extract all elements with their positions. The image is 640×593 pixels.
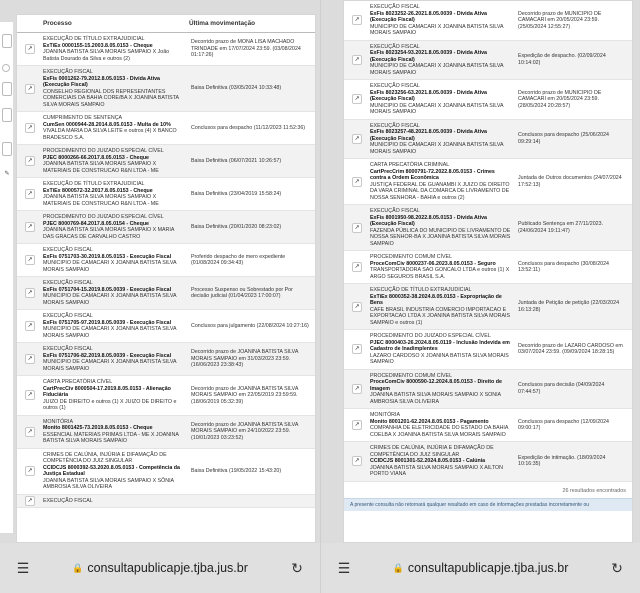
open-external-icon: ↗: [25, 189, 35, 199]
process-cell: [43, 343, 189, 375]
last-movement-cell: Juntada de Petição de petição (22/03/2024 16:13:28): [518, 300, 620, 313]
lock-icon: 🔒: [72, 562, 84, 573]
open-external-icon: ↗: [25, 84, 35, 94]
process-number-link[interactable]: CumSen 0000944-28.2014.8.05.0153 - Multa de 10%: [43, 121, 171, 128]
open-process-button[interactable]: [17, 211, 43, 243]
address-bar[interactable]: [353, 561, 608, 575]
process-number-link[interactable]: ExFis 0751703-30.2019.8.05.0153 - Execução Fiscal: [43, 253, 172, 260]
open-external-icon: ↗: [352, 302, 362, 312]
process-parties: JOANINA BATISTA SILVA MORAIS SAMPAIO X AILTON PORTO VIANA: [370, 464, 503, 477]
open-external-icon: ↗: [25, 354, 35, 364]
process-number-link[interactable]: PJEC 8000266-66.2017.8.05.0153 - Cheque: [43, 154, 150, 161]
process-number-link[interactable]: Monito 8001201-62.2024.8.05.0153 - Pagamento: [370, 418, 489, 425]
open-external-icon: ↗: [352, 344, 362, 354]
last-movement-cell: Publicado Sentença em 27/11/2023. (24/06/2024 19:11:47): [518, 221, 604, 234]
tabs-icon[interactable]: ☰: [337, 559, 351, 576]
open-external-icon: ↗: [25, 466, 35, 476]
table-row: [17, 211, 315, 244]
process-class: PROCEDIMENTO COMUM CÍVEL: [370, 254, 453, 260]
process-class: CARTA PRECATÓRIA CRIMINAL: [370, 162, 450, 168]
sidebar-input-fragment[interactable]: [2, 34, 12, 48]
table-row: [17, 495, 315, 509]
process-class: EXECUÇÃO FISCAL: [43, 346, 93, 352]
process-parties: JOANINA BATISTA SILVA MORAIS SAMPAIO X MATERIAIS DE CONSTRUCAO R&N LTDA - ME: [43, 161, 159, 174]
open-process-button[interactable]: [17, 178, 43, 210]
reload-icon[interactable]: ↻: [291, 559, 303, 576]
process-parties: TRANSPORTADORA SAO GONCALO LTDA e outros (1) X ARGO SEGUROS BRASIL S.A.: [370, 267, 510, 280]
process-class: CRIMES DE CALÚNIA, INJÚRIA E DIFAMAÇÃO DE COMPETÊNCIA DO JUIZ SINGULAR: [43, 451, 167, 464]
process-cell: [43, 495, 189, 508]
browser-bottom-bar: [321, 543, 640, 593]
last-movement-cell: Conclusos para despacho (30/08/2024 13:52:11): [518, 260, 609, 273]
table-row: [17, 33, 315, 66]
process-cell: [370, 1, 516, 40]
open-external-icon: ↗: [25, 496, 35, 506]
table-row: [344, 330, 632, 370]
process-class: EXECUÇÃO FISCAL: [370, 208, 420, 214]
process-number-link[interactable]: ExFis 8023254-93.2021.8.05.0039 - Dívida Ativa (Execução Fiscal): [370, 50, 488, 63]
process-cell: [43, 33, 189, 65]
process-parties: CAFE BRASIL INDUSTRIA COMERCIO IMPORTACAO E EXPORTACAO LTDA X JOANINA BATISTA SILVA MORAIS SAMPAIO e outros (1): [370, 306, 511, 326]
sidebar-input-fragment-2[interactable]: [2, 82, 12, 96]
open-external-icon: ↗: [25, 390, 35, 400]
process-parties: MUNICIPIO DE CAMACARI X JOANINA BATISTA SILVA MORAIS SAMPAIO: [43, 359, 177, 372]
process-parties: MUNICIPIO DE CAMACARI X JOANINA BATISTA SILVA MORAIS SAMPAIO: [370, 142, 504, 155]
open-process-button[interactable]: [344, 370, 370, 409]
process-cell: [370, 284, 516, 329]
open-process-button[interactable]: [344, 442, 370, 481]
process-class: PROCEDIMENTO COMUM CÍVEL: [370, 372, 453, 379]
table-row: [17, 449, 315, 495]
process-number-link[interactable]: CartPrecCiv 8000504-17.2019.8.05.0153 - Alienação Fiduciária: [43, 385, 171, 398]
last-movement-cell: [189, 495, 315, 508]
open-external-icon: ↗: [352, 223, 362, 233]
process-number-link[interactable]: ExFis 0001262-79.2012.8.05.0153 - Dívida Ativa (Execução Fiscal): [43, 75, 161, 88]
process-cell: [370, 442, 516, 481]
process-class: PROCEDIMENTO DO JUIZADO ESPECIAL CÍVEL: [370, 333, 491, 339]
process-cell: [370, 409, 516, 441]
open-process-button[interactable]: [17, 145, 43, 177]
process-class: EXECUÇÃO FISCAL: [43, 497, 93, 504]
process-cell: [43, 145, 189, 177]
col-process-header: Processo: [43, 20, 72, 27]
open-process-button[interactable]: [344, 120, 370, 159]
process-number-link[interactable]: ExTiEx 8000352-38.2024.8.05.0153 - Expropriação de Bens: [370, 293, 502, 306]
process-class: EXECUÇÃO DE TÍTULO EXTRAJUDICIAL: [43, 181, 145, 187]
process-class: EXECUÇÃO FISCAL: [43, 280, 93, 286]
open-external-icon: ↗: [25, 44, 35, 54]
process-cell: [370, 41, 516, 80]
process-class: CRIMES DE CALÚNIA, INJÚRIA E DIFAMAÇÃO DE COMPETÊNCIA DO JUIZ SINGULAR: [370, 445, 494, 458]
url-text: consultapublicapje.tjba.jus.br: [407, 561, 569, 575]
last-movement-cell: Decorrido prazo de JOANINA BATISTA SILVA MORAIS SAMPAIO em 24/10/2022 23:59. (10/01/2023 03:23:52): [191, 421, 299, 441]
open-process-button[interactable]: [344, 330, 370, 369]
open-process-button[interactable]: [17, 33, 43, 65]
process-cell: [370, 205, 516, 250]
process-number-link[interactable]: ExFis 8001950-98.2022.8.05.0153 - Dívida Ativa (Execução Fiscal): [370, 214, 488, 227]
process-parties: JOANINA BATISTA SILVA MORAIS SAMPAIO X SONIA AMBROSIA SILVA OLIVEIRA: [370, 392, 501, 405]
open-process-button[interactable]: [17, 66, 43, 111]
last-movement-cell: Processo Suspenso ou Sobrestado por Por decisão judicial (01/04/2023 17:00:07): [191, 286, 293, 299]
process-parties: JUSTIÇA FEDERAL DE GUANAMBI X JUIZO DE DIREITO DA VARA CRIMINAL DA COMARCA DE LIVRAMENTO DE NOSSA SENHORA - BAHIA e outros (2): [370, 181, 510, 201]
process-cell: [43, 449, 189, 494]
table-row: [17, 145, 315, 178]
process-parties: MUNICIPIO DE CAMACARI X JOANINA BATISTA SILVA MORAIS SAMPAIO: [43, 260, 177, 273]
open-external-icon: ↗: [25, 321, 35, 331]
process-cell: [43, 376, 189, 415]
process-class: EXECUÇÃO DE TÍTULO EXTRAJUDICIAL: [43, 36, 145, 42]
process-number-link[interactable]: ProceComCiv 8000237-06.2023.8.05.0153 - Seguro: [370, 260, 496, 267]
table-row: [344, 80, 632, 120]
process-cell: [43, 211, 189, 243]
process-cell: [43, 178, 189, 210]
open-process-button[interactable]: [17, 416, 43, 448]
process-parties: JOANINA BATISTA SILVA MORAIS SAMPAIO X MATERIAIS DE CONSTRUCAO R&N LTDA - ME: [43, 194, 159, 207]
last-movement-cell: Expedição de intimação. (18/09/2024 10:16:35): [518, 454, 606, 468]
url-text: consultapublicapje.tjba.jus.br: [87, 561, 248, 575]
process-parties: MUNICIPIO DE CAMACARI X JOANINA BATISTA SILVA MORAIS SAMPAIO: [43, 293, 177, 306]
process-cell: [370, 370, 516, 409]
open-external-icon: ↗: [352, 94, 362, 104]
process-class: EXECUÇÃO FISCAL: [370, 43, 420, 50]
table-header: [17, 15, 315, 33]
process-cell: [43, 310, 189, 342]
process-number-link[interactable]: CartPrecCrim 8000791-72.2022.8.05.0153 - Crimes contra a Ordem Econômica: [370, 168, 495, 181]
process-number-link[interactable]: ProceComCiv 8000590-12.2024.8.05.0153 - Direito de Imagem: [370, 379, 502, 392]
right-phone-screen: [320, 0, 640, 593]
last-movement-cell: Baixa Definitiva (20/01/2020 08:23:02): [191, 223, 282, 230]
last-movement-cell: Conclusos para despacho (25/06/2024 09:29:14): [518, 132, 609, 145]
process-class: MONITÓRIA: [370, 412, 401, 418]
open-process-button[interactable]: [344, 159, 370, 204]
eraser-icon[interactable]: ✎: [4, 171, 10, 177]
process-parties: ESSENCIAL MATERIAS PRIMAS LTDA - ME X JOANINA BATISTA SILVA MORAIS SAMPAIO: [43, 431, 179, 444]
table-row: [17, 277, 315, 310]
process-number-link[interactable]: ExTiEx 8000572-32.2017.8.05.0153 - Cheque: [43, 187, 153, 194]
table-row: [344, 251, 632, 284]
process-number-link[interactable]: ExFis 0751706-82.2019.8.05.0039 - Execução Fiscal: [43, 352, 172, 359]
process-parties: MUNICIPIO DE CAMACARI X JOANINA BATISTA SILVA MORAIS SAMPAIO: [370, 63, 504, 76]
browser-bottom-bar: [0, 543, 320, 593]
process-class: EXECUÇÃO FISCAL: [370, 83, 420, 89]
table-row: [344, 442, 632, 482]
process-number-link[interactable]: ExFis 8023256-63.2021.8.05.0039 - Dívida Ativa (Execução Fiscal): [370, 89, 488, 102]
last-movement-cell: Decorrido prazo de LAZARO CARDOSO em 03/07/2024 23:59. (09/09/2024 18:28:15): [518, 342, 623, 356]
process-number-link[interactable]: CCIDCJS 8001301-52.2024.8.05.0153 - Calúnia: [370, 458, 486, 464]
open-process-button[interactable]: [17, 343, 43, 375]
left-sidebar-fragment: [0, 22, 14, 533]
open-process-button[interactable]: [344, 205, 370, 250]
lock-icon: 🔒: [392, 562, 404, 573]
last-movement-cell: Conclusos para decisão (04/09/2024 07:44:57): [518, 382, 605, 395]
last-movement-cell: Conclusos para julgamento (22/08/2024 10:27:16): [191, 322, 309, 329]
table-row: [17, 376, 315, 416]
open-external-icon: ↗: [352, 456, 362, 466]
process-number-link[interactable]: ExFis 0751704-15.2019.8.05.0039 - Execução Fiscal: [43, 286, 172, 293]
process-class: CUMPRIMENTO DE SENTENÇA: [43, 115, 123, 121]
process-parties: VIVALDA MARIA DA SILVA LEITE e outros (4) X BANCO BRADESCO S.A.: [43, 128, 177, 141]
process-cell: [370, 251, 516, 283]
table-row: [17, 66, 315, 112]
process-parties: JOANINA BATISTA SILVA MORAIS SAMPAIO X SÔNIA AMBROSIA SILVA OLIVEIRA: [43, 477, 174, 490]
process-class: CARTA PRECATÓRIA CÍVEL: [43, 379, 113, 385]
open-external-icon: ↗: [352, 177, 362, 187]
process-cell: [370, 80, 516, 119]
last-movement-cell: Conclusos para despacho (11/12/2023 11:52:36): [191, 124, 306, 131]
process-class: MONITÓRIA: [43, 418, 74, 425]
process-parties: MUNICIPIO DE CAMACARI X JOANINA BATISTA SILVA MORAIS SAMPAIO: [43, 326, 177, 339]
process-number-link[interactable]: ExFis 0751705-97.2019.8.05.0039 - Execução Fiscal: [43, 319, 172, 326]
process-parties: JOANINA BATISTA SILVA MORAIS SAMPAIO X MARIA DAS GRACAS DE CARVALHO CASTRO: [43, 227, 175, 240]
notice-banner: A presente consulta não retornará qualquer resultado em caso de informações prestadas incorretamente ou: [344, 498, 632, 511]
process-cell: [43, 416, 189, 448]
radio-fragment[interactable]: [2, 64, 10, 72]
open-process-button[interactable]: [344, 251, 370, 283]
open-external-icon: ↗: [352, 134, 362, 144]
last-movement-cell: Decorrido prazo de MUNICIPIO DE CAMACARI em 20/05/2024 23:59. (25/05/2024 12:55:27): [518, 10, 602, 30]
open-process-button[interactable]: [17, 495, 43, 508]
open-process-button[interactable]: [17, 310, 43, 342]
last-movement-cell: Conclusos para despacho (12/09/2024 09:00:17): [518, 418, 609, 431]
open-process-button[interactable]: [17, 277, 43, 309]
table-row: [344, 284, 632, 330]
last-movement-cell: Baixa Definitiva (23/04/2019 15:58:24): [191, 190, 282, 197]
open-process-button[interactable]: [344, 284, 370, 329]
process-class: EXECUÇÃO FISCAL: [43, 247, 93, 253]
process-parties: JOANINA BATISTA SILVA MORAIS SAMPAIO X João Batista Dourado da Silva e outros (2): [43, 49, 170, 62]
process-cell: [43, 112, 189, 144]
last-movement-cell: Expedição de despacho. (02/09/2024 10:14:02): [518, 53, 606, 66]
sidebar-input-fragment-3[interactable]: [2, 108, 12, 122]
table-row: [344, 409, 632, 442]
open-process-button[interactable]: [344, 80, 370, 119]
last-movement-cell: Decorrido prazo de JOANINA BATISTA SILVA MORAIS SAMPAIO em 31/03/2023 23:59. (16/06/2023 23:38:43): [191, 349, 299, 369]
open-process-button[interactable]: [17, 449, 43, 494]
open-external-icon: ↗: [352, 15, 362, 25]
process-number-link[interactable]: PJEC 8000769-84.2017.8.05.0154 - Cheque: [43, 220, 150, 227]
process-cell: [43, 66, 189, 111]
last-movement-cell: Decorrido prazo de JOANINA BATISTA SILVA MORAIS SAMPAIO em 22/05/2019 23:59:59. (18/06/2019 05:32:39): [191, 385, 299, 405]
process-number-link[interactable]: ExTiEx 0000155-15.2003.8.05.0153 - Cheque: [43, 42, 153, 49]
open-external-icon: ↗: [25, 123, 35, 133]
process-cell: [370, 159, 516, 204]
table-row: [17, 416, 315, 449]
process-class: EXECUÇÃO FISCAL: [43, 313, 93, 319]
process-class: PROCEDIMENTO DO JUIZADO ESPECIAL CÍVEL: [43, 148, 164, 154]
table-row: [17, 310, 315, 343]
open-external-icon: ↗: [352, 384, 362, 394]
process-parties: JUIZO DE DIREITO e outros (1) X JUIZO DE DIREITO e outros (1): [43, 398, 177, 411]
process-parties: LAZARO CARDOSO X JOANINA BATISTA SILVA MORAIS SAMPAIO: [370, 352, 509, 365]
address-bar[interactable]: [32, 561, 288, 575]
table-row: [344, 120, 632, 160]
process-number-link[interactable]: ExFis 8023257-48.2021.8.05.0039 - Dívida Ativa (Execução Fiscal): [370, 129, 488, 142]
process-number-link[interactable]: PJEC 8000403-26.2024.8.05.0119 - Inclusão Indevida em Cadastro de Inadimplentes: [370, 339, 510, 352]
col-last-movement-header: Última movimentação: [189, 20, 256, 27]
last-movement-cell: Baixa Definitiva (19/05/2022 15:43:20): [191, 467, 282, 474]
process-cell: [370, 120, 516, 159]
table-row: [17, 343, 315, 376]
open-external-icon: ↗: [25, 427, 35, 437]
process-number-link[interactable]: Monito 8001425-73.2019.8.05.0153 - Cheque: [43, 425, 153, 431]
process-number-link[interactable]: ExFis 8023252-26.2021.8.05.0039 - Dívida Ativa (Execução Fiscal): [370, 10, 488, 23]
open-process-button[interactable]: [344, 1, 370, 40]
process-class: EXECUÇÃO FISCAL: [370, 4, 420, 10]
process-parties: FAZENDA PÚBLICA DO MUNICIPIO DE LIVRAMENTO DE NOSSA SENHOR-BA X JOANINA BATISTA SILVA MORAIS SAMPAIO: [370, 227, 511, 247]
open-external-icon: ↗: [25, 288, 35, 298]
tabs-icon[interactable]: ☰: [16, 559, 30, 576]
open-process-button[interactable]: [344, 409, 370, 441]
open-external-icon: ↗: [352, 262, 362, 272]
process-cell: [43, 244, 189, 276]
open-external-icon: ↗: [25, 255, 35, 265]
table-row: [344, 205, 632, 251]
open-external-icon: ↗: [352, 55, 362, 65]
process-cell: [43, 277, 189, 309]
table-row: [17, 112, 315, 145]
reload-icon[interactable]: ↻: [611, 559, 623, 576]
table-row: [344, 1, 632, 41]
open-external-icon: ↗: [352, 420, 362, 430]
table-row: [17, 244, 315, 277]
last-movement-cell: Proferido despacho de mero expediente (01/08/2024 09:34:43): [191, 253, 286, 266]
process-class: EXECUÇÃO DE TÍTULO EXTRAJUDICIAL: [370, 287, 472, 293]
open-process-button[interactable]: [17, 244, 43, 276]
table-row: [344, 41, 632, 81]
open-external-icon: ↗: [25, 222, 35, 232]
last-movement-cell: Baixa Definitiva (06/07/2021 10:26:57): [191, 157, 282, 164]
process-class: EXECUÇÃO FISCAL: [43, 69, 93, 75]
process-cell: [370, 330, 516, 369]
process-parties: MUNICIPIO DE CAMACARI X JOANINA BATISTA SILVA MORAIS SAMPAIO: [370, 23, 504, 36]
process-parties: MUNICIPIO DE CAMACARI X JOANINA BATISTA SILVA MORAIS SAMPAIO: [370, 102, 504, 115]
results-table: [16, 14, 316, 543]
last-movement-cell: Decorrido prazo de MUNICIPIO DE CAMACARI em 20/05/2024 23:59. (28/05/2024 20:28:57): [518, 89, 602, 109]
process-class: PROCEDIMENTO DO JUIZADO ESPECIAL CÍVEL: [43, 214, 164, 220]
results-table-continued: [343, 0, 633, 543]
table-row: [344, 159, 632, 205]
results-count: 26 resultados encontrados: [562, 487, 626, 494]
last-movement-cell: Juntada de Outros documentos (24/07/2024 17:52:13): [518, 175, 622, 188]
open-external-icon: ↗: [25, 156, 35, 166]
open-process-button[interactable]: [17, 112, 43, 144]
process-parties: CONSELHO REGIONAL DOS REPRESENTANTES COMERCIAIS DA BAHIA CORE/BA X JOANINA BATISTA SILVA MORAIS SAMPAIO: [43, 88, 179, 108]
process-class: EXECUÇÃO FISCAL: [370, 122, 420, 129]
process-parties: COMPANHIA DE ELETRICIDADE DO ESTADO DA BAHIA COELBA X JOANINA BATISTA SILVA MORAIS SAMPAIO: [370, 425, 509, 438]
open-process-button[interactable]: [344, 41, 370, 80]
last-movement-cell: Decorrido prazo de MONA LISA MACHADO TRINDADE em 17/07/2024 23:59. (03/08/2024 01:17:26): [191, 39, 301, 59]
table-row: [17, 178, 315, 211]
process-number-link[interactable]: CCIDCJS 8000392-53.2020.8.05.0153 - Competência da Justiça Estadual: [43, 464, 180, 477]
open-process-button[interactable]: [17, 376, 43, 415]
table-row: [344, 370, 632, 410]
last-movement-cell: Baixa Definitiva (03/05/2024 10:33:48): [191, 85, 282, 92]
sidebar-input-fragment-4[interactable]: [2, 142, 12, 156]
